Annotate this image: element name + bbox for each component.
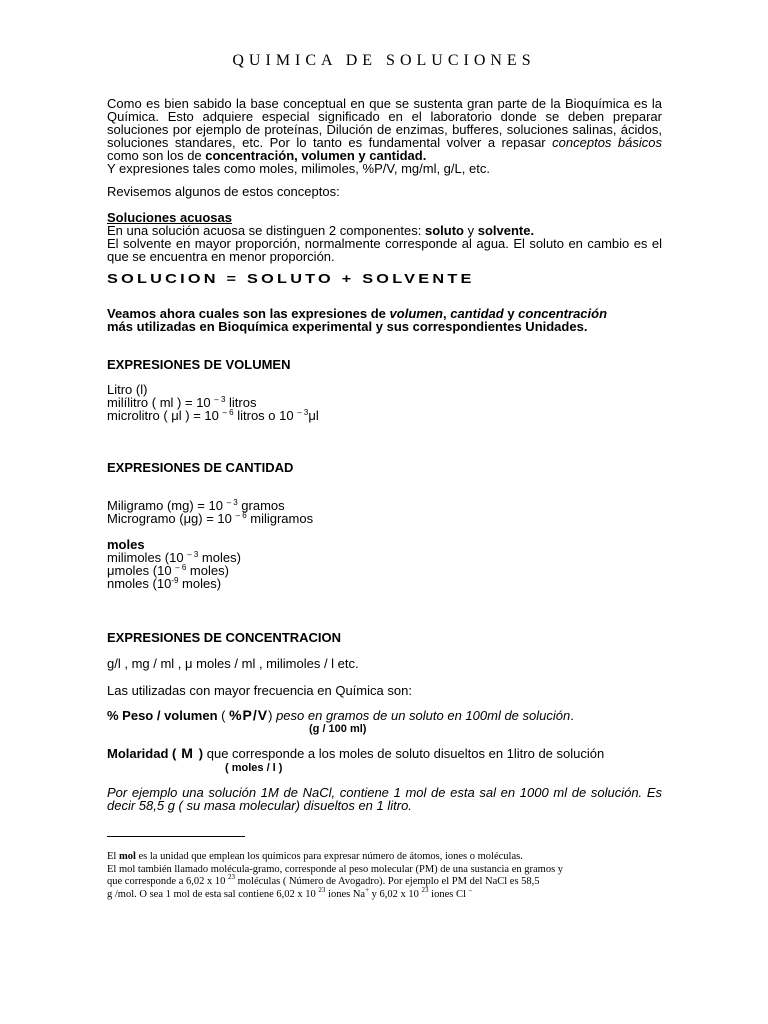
- peso-label: % Peso / volumen: [107, 708, 218, 723]
- molaridad-abbr: M: [176, 745, 199, 761]
- acuosas-y: y: [464, 223, 478, 238]
- molaridad-close: ): [198, 746, 204, 761]
- footnote-c3d: iones Cl: [428, 888, 469, 900]
- molaridad-line: [107, 747, 662, 760]
- footnote-mol: mol: [118, 851, 136, 862]
- concentracion-heading: EXPRESIONES DE CONCENTRACION: [107, 630, 342, 645]
- volumen-l3sup2: – 3: [297, 408, 309, 417]
- moles-nmoles: [107, 577, 662, 590]
- acuosas-line2: El solvente en mayor proporción, normalmente corresponde al agua. El soluto en cambio es el que se encuentra en menor proporción.: [107, 236, 662, 264]
- moles-m3sup: -9: [171, 576, 179, 585]
- page-title: QUIMICA DE SOLUCIONES: [232, 52, 536, 69]
- footnote-b: es la unidad que emplean los químicos para expresar número de átomos, iones o moléculas.: [135, 851, 523, 862]
- moles-m3b: moles): [178, 576, 222, 591]
- moles-m1b: moles): [198, 550, 241, 565]
- footnote-c3b: iones Na: [325, 888, 366, 900]
- molaridad-label: Molaridad (: [107, 746, 177, 761]
- footnote-c3sup: 23: [318, 885, 326, 894]
- peso-volumen-line: [107, 709, 662, 722]
- cantidad-l2sup: – 6: [235, 511, 247, 520]
- footnote-c3sup4: –: [468, 885, 473, 894]
- acuosas-line1: En una solución acuosa se distinguen 2 componentes:: [107, 223, 425, 238]
- footnote: [107, 851, 665, 901]
- volumen-l3sup: – 6: [222, 408, 234, 417]
- moles-m3a: nmoles (10: [107, 576, 172, 591]
- moles-m1a: milimoles (10: [107, 550, 188, 565]
- footnote-c3c: y 6,02 x 10: [369, 888, 422, 900]
- peso-desc: peso en gramos de un soluto en 100ml de solución: [272, 708, 571, 723]
- veamos-cantidad: cantidad: [450, 306, 504, 321]
- veamos-volumen: volumen: [389, 306, 443, 321]
- footnote-c2a: que corresponde a 6,02 x 10: [107, 876, 229, 887]
- intro-text: Como es bien sabido la base conceptual en que se sustenta gran parte de la Bioquímica es la Química. Esto adquiere especial significado en el laboratorio donde se deben preparar soluciones por ejemplo de proteínas, Dilución de enzimas, bufferes, soluciones salinas, ácidos, soluciones standares, etc. Por lo tanto es fundamental volver a repasar: [107, 96, 662, 150]
- footnote-rule: [107, 836, 245, 837]
- volumen-microlitro: [107, 409, 662, 422]
- molaridad-desc: que corresponde a los moles de soluto disueltos en 1litro de solución: [203, 746, 605, 761]
- concentracion-units: g/l , mg / ml , μ moles / ml , milimoles / l etc.: [107, 656, 359, 671]
- footnote-c3a: g /mol. O sea 1 mol de esta sal contiene 6,02 x 10: [107, 888, 319, 900]
- peso-unit: (g / 100 ml): [309, 723, 367, 735]
- cantidad-list: [107, 499, 662, 525]
- intro-line2: Y expresiones tales como moles, milimoles, %P/V, mg/ml, g/L, etc.: [107, 161, 490, 176]
- peso-close: ): [268, 708, 273, 723]
- peso-abbr: %P/V: [229, 707, 269, 723]
- cantidad-l2a: Microgramo (μg) = 10: [107, 511, 236, 526]
- moles-m2a: μmoles (10: [107, 563, 176, 578]
- cantidad-l1sup: – 3: [226, 498, 238, 507]
- footnote-a: El: [107, 851, 119, 862]
- peso-open: (: [217, 708, 230, 723]
- volumen-heading: EXPRESIONES DE VOLUMEN: [107, 357, 291, 372]
- volumen-litro: Litro (l): [107, 382, 148, 397]
- moles-heading: moles: [107, 537, 145, 552]
- volumen-l3a: microlitro ( μl ) = 10: [107, 408, 223, 423]
- cantidad-microgramo: [107, 512, 662, 525]
- acuosas-solvente: solvente.: [477, 223, 535, 238]
- veamos-a: Veamos ahora cuales son las expresiones de: [107, 306, 390, 321]
- acuosas-heading: Soluciones acuosas: [107, 210, 232, 225]
- intro-italic: conceptos básicos: [552, 135, 662, 150]
- cantidad-heading: EXPRESIONES DE CANTIDAD: [107, 460, 294, 475]
- moles-m2sup: – 6: [175, 563, 187, 572]
- formula-line: [107, 270, 662, 288]
- cantidad-l1a: Miligramo (mg) = 10: [107, 498, 227, 513]
- cantidad-l1b: gramos: [237, 498, 285, 513]
- veamos-comma: ,: [443, 306, 451, 321]
- volumen-l2b: litros: [225, 395, 257, 410]
- moles-m1sup: – 3: [187, 550, 199, 559]
- footnote-c3sup2: +: [365, 885, 370, 894]
- volumen-list: [107, 383, 662, 422]
- footnote-c2b: moléculas ( Número de Avogadro). Por ejemplo el PM del NaCl es 58,5: [235, 876, 540, 887]
- veamos-paragraph: [107, 307, 662, 333]
- concentracion-frecuencia: Las utilizadas con mayor frecuencia en Química son:: [107, 683, 412, 698]
- molaridad-unit: ( moles / l ): [225, 762, 283, 774]
- volumen-l2sup: – 3: [214, 395, 226, 404]
- footnote-c3sup3: 23: [421, 885, 429, 894]
- veamos-b: más utilizadas en Bioquímica experimental y sus correspondientes Unidades.: [107, 319, 588, 334]
- review-line: Revisemos algunos de estos conceptos:: [107, 184, 340, 199]
- moles-m2b: moles): [186, 563, 229, 578]
- volumen-l3c: μl: [308, 408, 319, 423]
- volumen-l2a: milílitro ( ml ) = 10: [107, 395, 215, 410]
- volumen-l3b: litros o 10: [233, 408, 298, 423]
- formula-text: SOLUCION = SOLUTO + SOLVENTE: [107, 271, 475, 286]
- cantidad-l2b: miligramos: [246, 511, 314, 526]
- intro-bold: concentración, volumen y cantidad.: [205, 148, 427, 163]
- acuosas-soluto: soluto: [425, 223, 464, 238]
- veamos-concentracion: concentración: [518, 306, 608, 321]
- footnote-c1: El mol también llamado molécula-gramo, corresponde al peso molecular (PM) de una sustancia en gramos y: [107, 863, 564, 875]
- ejemplo-paragraph: Por ejemplo una solución 1M de NaCl, contiene 1 mol de esta sal en 1000 ml de solución. Es decir 58,5 g ( su masa molecular) disueltos en 1 litro.: [107, 785, 662, 813]
- footnote-c2sup: 23: [228, 873, 236, 881]
- intro-mid: como son los de: [107, 148, 206, 163]
- acuosas-section: [107, 211, 662, 263]
- peso-dot: .: [570, 708, 574, 723]
- moles-list: [107, 538, 662, 590]
- intro-paragraph: [107, 97, 662, 175]
- veamos-y: y: [503, 306, 519, 321]
